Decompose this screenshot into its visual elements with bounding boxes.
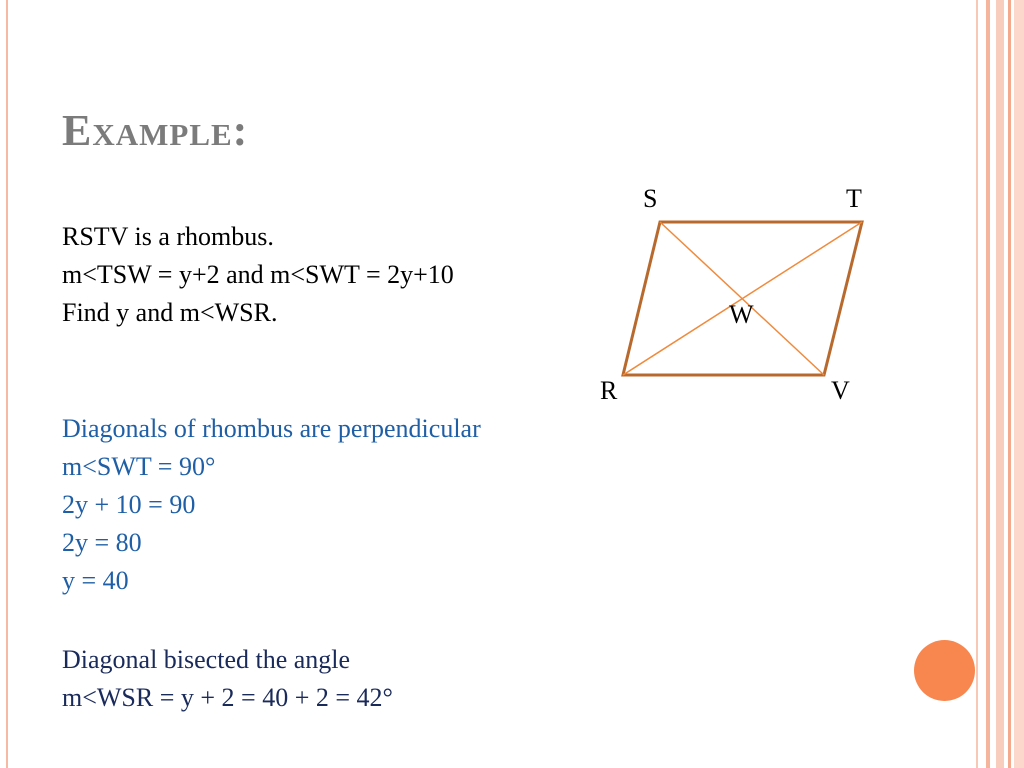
decorative-stripe [1008, 0, 1011, 768]
diagonal-rt [623, 222, 862, 375]
decorative-stripe [976, 0, 978, 768]
solution1-line-4: 2y = 80 [62, 528, 142, 557]
solution1-line-3: 2y + 10 = 90 [62, 490, 196, 519]
problem-line-1: RSTV is a rhombus. [62, 222, 274, 251]
left-border-line [6, 0, 8, 768]
problem-line-3: Find y and m<WSR. [62, 298, 278, 327]
decorative-stripe [986, 0, 990, 768]
solution-part-1 [62, 410, 481, 600]
intersection-label-w: W [729, 300, 754, 329]
problem-line-2: m<TSW = y+2 and m<SWT = 2y+10 [62, 260, 454, 289]
problem-statement [62, 218, 454, 332]
vertex-label-v: V [831, 376, 850, 405]
decorative-stripe [996, 0, 1004, 768]
solution1-line-2: m<SWT = 90° [62, 452, 216, 481]
solution1-line-1: Diagonals of rhombus are perpendicular [62, 414, 481, 443]
solution2-line-1: Diagonal bisected the angle [62, 645, 351, 674]
solution1-line-5: y = 40 [62, 566, 129, 595]
vertex-label-s: S [643, 184, 658, 213]
accent-circle [914, 640, 975, 701]
rhombus-figure [590, 175, 890, 410]
slide-title: Example: [62, 106, 249, 155]
vertex-label-r: R [600, 376, 618, 405]
decorative-stripe [1014, 0, 1024, 768]
vertex-label-t: T [846, 184, 862, 213]
solution-part-2 [62, 641, 393, 717]
solution2-line-2: m<WSR = y + 2 = 40 + 2 = 42° [62, 683, 393, 712]
